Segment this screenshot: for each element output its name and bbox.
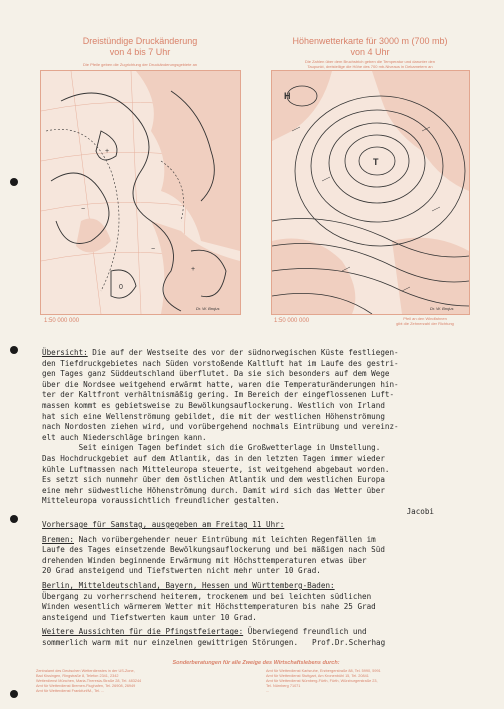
left-map-signature: Dr. W. Brojus	[196, 306, 220, 311]
uebersicht-line: gen Tages ganz Süddeutschland überflutet. Da sie sich besonders auf dem Wege	[42, 369, 390, 379]
uebersicht-line: nach Nordosten ziehen wird, und vorübergehend nochmals Eintrübung und vereinz-	[42, 422, 399, 432]
aussichten-line: sommerlich warm mit nur einzelnen gewittrigen Störungen. Prof.Dr.Scherhag	[42, 637, 386, 647]
scherhag-signature: Prof.Dr.Scherhag	[312, 637, 386, 647]
left-map-title-line2: von 4 bis 7 Uhr	[109, 47, 171, 57]
svg-text:−: −	[151, 246, 156, 253]
right-map-title-line2: von 4 Uhr	[350, 47, 390, 57]
bremen-line: 20 Grad ansteigend und Tiefstwerten nicht mehr unter 10 Grad.	[42, 566, 321, 576]
aussichten-line: Weitere Aussichten für die Pfingstfeiertage: Überwiegend freundlich und	[42, 627, 367, 637]
upper-air-map	[271, 70, 470, 315]
right-map-wind-note-line2: gibt die Zehnerzahl der Richtung	[396, 321, 454, 326]
uebersicht-section	[42, 348, 472, 518]
right-map-wind-note	[380, 316, 470, 326]
para2-line: kühle Luftmassen nach Mitteleuropa steuerte, ist weitgehend abgebaut worden.	[42, 464, 390, 474]
bremen-line: Laufe des Tages einsetzende Bewölkungsauflockerung und bei mäßigen nach Süd	[42, 545, 385, 555]
para2-line: Seit einigen Tagen befindet sich die Großwetterlage in Umstellung.	[42, 443, 381, 453]
footer-address: Amt für Wetterdienst Nürnberg-Fürth, Fürth, Würzburgerstraße 23,	[266, 679, 378, 683]
left-map-scale: 1:50 000 000	[44, 318, 80, 324]
bremen-line: drehenden Winden beginnende Erwärmung mit Höchsttemperaturen etwas über	[42, 555, 367, 565]
left-map-title-line1: Dreistündige Druckänderung	[82, 36, 198, 46]
para2-line: Es setzt sich nunmehr über dem östlichen Atlantik und dem westlichen Europa	[42, 475, 385, 485]
punch-hole	[10, 515, 18, 523]
right-map-wind-note-line1: Pfeil an den Windfahnen	[403, 316, 447, 321]
uebersicht-line: Übersicht: Die auf der Westseite des vor der südnorwegischen Küste festliegen-	[42, 348, 399, 357]
berlin-line: ansteigend und Tiefstwerten kaum unter 10 Grad.	[42, 612, 257, 622]
pressure-change-map-drawing	[41, 71, 240, 314]
punch-hole	[10, 178, 18, 186]
uebersicht-line: über die Nordsee weitgehend erwärmt hatte, waren die Temperaturänderungen hin-	[42, 379, 399, 389]
punch-hole	[10, 346, 18, 354]
aussichten-label: Weitere Aussichten für die Pfingstfeiertage:	[42, 627, 244, 637]
para2-line: Mitteleuropa voraussichtlich freundlicher gestalten.	[42, 496, 280, 506]
footer-address: Bad Kissingen, Ringstraße 8, Telefon 2341, 2342	[36, 674, 119, 678]
right-map-title-line1: Höhenwetterkarte für 3000 m (700 mb)	[292, 36, 448, 46]
uebersicht-line: elt auch Niederschläge bringen kann.	[42, 432, 207, 442]
footer-address: Tel. Nürnberg 71071	[266, 684, 301, 688]
uebersicht-label: Übersicht:	[42, 348, 88, 357]
uebersicht-line: ter der Kaltfront verhältnismäßig gering. Im Bereich der eingeflossenen Luft-	[42, 390, 395, 400]
uebersicht-line: massen kommt es gebietsweise zu Bewölkungsauflockerung. Westlich von Irland	[42, 400, 385, 410]
upper-air-map-drawing	[272, 71, 469, 314]
berlin-label: Berlin, Mitteldeutschland, Bayern, Hessen und Württemberg-Baden:	[42, 580, 335, 590]
para2-line: Das Hochdruckgebiet auf dem Atlantik, das in den letzten Tagen immer wieder	[42, 453, 385, 463]
footer-title: Sonderberatungen für alle Zweige des Wirtschaftslebens durch:	[172, 660, 340, 666]
svg-text:T: T	[373, 157, 379, 167]
uebersicht-line: den Tiefdruckgebietes nach Süden vorstoßende Kaltluft hat im Laufe des gestri-	[42, 358, 399, 368]
footer-address: Amt für Wetterdienst Stuttgart, Am Kronenbühl 15, Tel. 20841	[266, 674, 369, 678]
berlin-line: Übergang zu vorherrschend heiterem, trockenem und bei leichten südlichen	[42, 591, 372, 601]
pressure-change-map	[40, 70, 241, 315]
footer	[36, 660, 476, 704]
vorhersage-heading: Vorhersage für Samstag, ausgegeben am Freitag 11 Uhr:	[42, 520, 285, 529]
para2-line: eine mehr südwestliche Höhenströmung durch. Damit wird sich das Wetter über	[42, 485, 385, 495]
svg-text:+: +	[191, 266, 196, 273]
right-map-title	[270, 36, 470, 58]
right-map-signature: Dr. W. Brojus	[430, 306, 454, 311]
berlin-line: Winden wesentlich wärmerem Wetter mit Höchsttemperaturen bis nahe 25 Grad	[42, 602, 376, 612]
footer-columns	[36, 669, 476, 694]
footer-address: Zentralamt des Deutschen Wetterdienstes in der US-Zone,	[36, 669, 135, 673]
footer-address: Amt für Wetterdienst Frankfurt/M., Tel. ...	[36, 689, 105, 693]
svg-text:+: +	[105, 148, 110, 155]
footer-address: ...	[266, 689, 270, 693]
jacobi-signature: Jacobi	[406, 506, 434, 516]
right-map-note	[270, 59, 470, 69]
svg-text:−: −	[81, 206, 86, 213]
right-map-note-line2: Taupunkt, dreistellige die Höhe des 700 mb-Niveaus in Dekametern an	[307, 64, 433, 69]
footer-address: Amt für Wetterdienst Bremen-Flughafen, Tel. 26908, 26949	[36, 684, 136, 688]
svg-text:0: 0	[119, 284, 123, 291]
right-map-note-line1: Die Zahlen über dem Bruchstrich geben die Temperatur und darunter den	[304, 59, 435, 64]
right-map-scale: 1:50 000 000	[274, 318, 310, 324]
bremen-label: Bremen:	[42, 534, 75, 544]
punch-hole	[10, 690, 18, 698]
uebersicht-line: hat sich eine Wellenströmung gebildet, die mit der westlichen Höhenströmung	[42, 411, 385, 421]
footer-address: Amt für Wetterdienst Karlsruhe, Erzbergerstraße 88, Tel. 5990, 5991	[266, 669, 381, 673]
footer-right-column	[266, 669, 476, 694]
left-map-note: Die Pfeile geben die Zugrichtung der Druckänderungsgebiete an	[82, 62, 198, 67]
forecast-section	[42, 520, 472, 649]
bremen-line: Bremen: Nach vorübergehender neuer Eintrübung mit leichten Regenfällen im	[42, 534, 376, 544]
left-map-title	[40, 36, 240, 58]
footer-left-column	[36, 669, 246, 694]
svg-text:H: H	[284, 91, 291, 101]
footer-address: Wetterdienst München, Maria-Theresia-Straße 28, Tel. 483244	[36, 679, 142, 683]
